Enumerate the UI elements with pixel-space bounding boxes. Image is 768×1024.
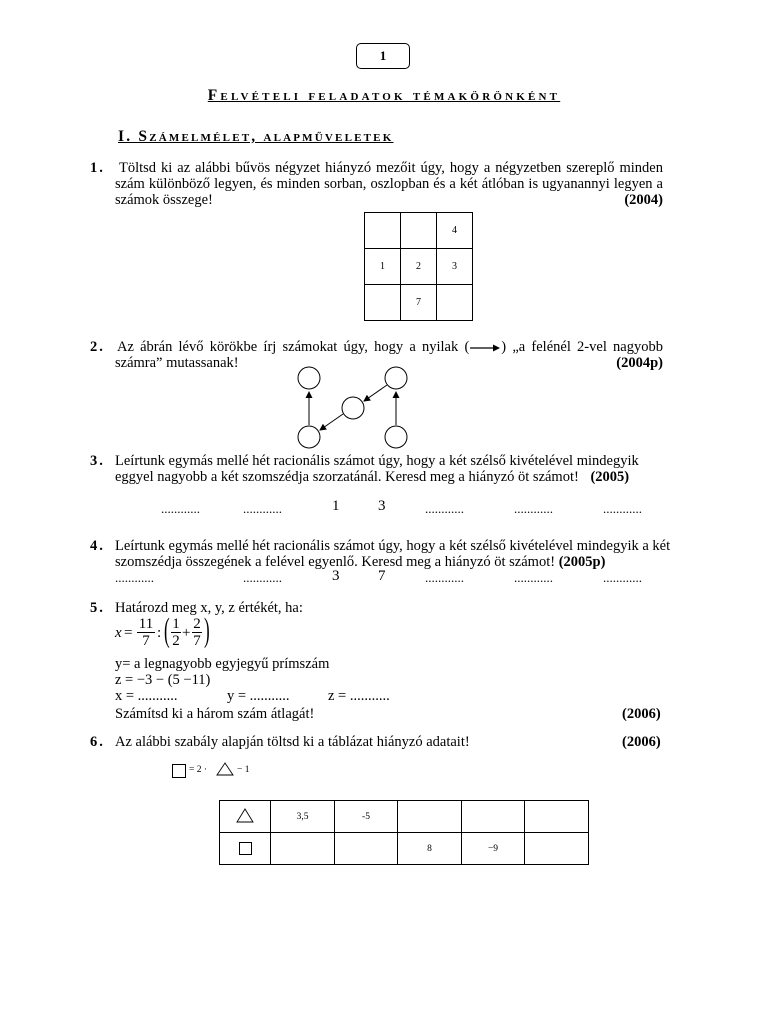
row-item[interactable]: ............ (115, 570, 154, 585)
task-text-part2: ) „a felénél 2-vel nagyobb számra” mutassanak! (115, 339, 663, 371)
row-item[interactable]: ............ (243, 570, 282, 585)
magic-cell: 4 (437, 213, 473, 249)
row-item[interactable]: ............ (514, 501, 553, 516)
task-number: 3. (90, 453, 105, 469)
row-header-square (220, 833, 271, 865)
task-final-question: Számítsd ki a három szám átlagát! (115, 706, 315, 722)
fraction-denominator: 2 (172, 633, 180, 649)
page-number: 1 (356, 43, 410, 69)
triangle-icon (216, 762, 234, 776)
z-definition: z = −3 − (5 −11) (115, 672, 211, 688)
magic-cell: 2 (401, 249, 437, 285)
formula-x (115, 612, 315, 652)
task-text: Leírtunk egymás mellé hét racionális számot úgy, hogy a két szélső kivételével mindegyik a két szomszédja összegének a felével egyenlő. Keresd meg a hiányzó öt számot! (115, 538, 671, 570)
task-5 (90, 600, 670, 724)
table-cell[interactable] (335, 833, 398, 865)
fraction-numerator: 11 (138, 616, 154, 632)
task-intro: Határozd meg x, y, z értékét, ha: (115, 600, 303, 616)
table-cell[interactable] (525, 833, 589, 865)
row-item[interactable]: ............ (425, 501, 464, 516)
magic-cell: 1 (365, 249, 401, 285)
task-number: 1. (90, 160, 105, 176)
row-item[interactable]: ............ (603, 570, 642, 585)
table-cell[interactable] (525, 801, 589, 833)
task-text: Leírtunk egymás mellé hét racionális számot úgy, hogy a két szélső kivételével mindegyik eggyel nagyobb a két szomszédja szorzatánál. Keresd meg a hiányzó öt számot! (115, 453, 639, 485)
task-year: (2004p) (616, 355, 663, 371)
table-cell[interactable] (271, 833, 335, 865)
triangle-icon (236, 808, 254, 823)
fraction-denominator: 7 (193, 633, 201, 649)
magic-cell[interactable] (401, 213, 437, 249)
table-row (220, 833, 589, 865)
x-answer-blank[interactable]: x = ........... (115, 688, 178, 704)
z-answer-blank[interactable]: z = ........... (328, 688, 390, 704)
number-row (0, 570, 768, 588)
task-text: Töltsd ki az alábbi bűvös négyzet hiányzó mezőit úgy, hogy a négyzetben szereplő minden szám különböző legyen, és minden sorban, oszlopban és a két átlóban is ugyanannyi legyen a számok összege! (115, 160, 663, 208)
row-item: 3 (332, 568, 340, 584)
table-row (220, 801, 589, 833)
table-cell: −9 (462, 833, 525, 865)
row-item[interactable]: ............ (425, 570, 464, 585)
table-cell: -5 (335, 801, 398, 833)
formula-equals: = (124, 625, 133, 641)
square-icon (239, 842, 252, 855)
row-header-triangle (220, 801, 271, 833)
formula-plus: + (182, 625, 191, 641)
formula-colon: : (157, 625, 162, 641)
table-cell[interactable] (398, 801, 462, 833)
square-icon (172, 764, 186, 778)
circle-node[interactable] (385, 367, 407, 389)
number-row (0, 498, 768, 519)
task-number: 2. (90, 339, 105, 355)
table-cell: 3,5 (271, 801, 335, 833)
magic-square (364, 212, 473, 321)
task-number: 4. (90, 538, 105, 554)
row-item: 7 (378, 568, 386, 584)
task-year: (2005) (590, 469, 630, 485)
circle-node[interactable] (298, 426, 320, 448)
circle-node[interactable] (298, 367, 320, 389)
task-number: 5. (90, 600, 105, 616)
y-answer-blank[interactable]: y = ........... (227, 688, 290, 704)
circles-arrow-diagram (292, 364, 422, 454)
page-title: Felvételi feladatok témakörönként (207, 87, 561, 104)
task-year: (2004) (624, 192, 663, 208)
row-item: 3 (378, 498, 386, 514)
task-6 (90, 734, 670, 752)
rule-part1: = 2 · (189, 765, 208, 775)
y-definition: y= a legnagyobb egyjegyű prímszám (115, 656, 330, 672)
paren-right: ) (204, 612, 210, 649)
task-year: (2005p) (558, 554, 606, 570)
fraction-numerator: 2 (193, 616, 201, 632)
row-item[interactable]: ............ (243, 501, 282, 516)
magic-cell: 7 (401, 285, 437, 321)
row-item[interactable]: ............ (603, 501, 642, 516)
row-item[interactable]: ............ (514, 570, 553, 585)
paren-left: ( (164, 612, 170, 649)
circle-node[interactable] (342, 397, 364, 419)
row-item[interactable]: ............ (161, 501, 200, 516)
task-year: (2006) (622, 734, 661, 750)
magic-cell: 3 (437, 249, 473, 285)
task-text-part1: Az ábrán lévő körökbe írj számokat úgy, hogy a nyilak ( (117, 339, 470, 355)
fraction-numerator: 1 (172, 616, 180, 632)
rule-formula (172, 762, 292, 778)
section-heading: I. Számelmélet, alapműveletek (118, 128, 394, 145)
fraction-denominator: 7 (142, 633, 150, 649)
magic-cell[interactable] (365, 213, 401, 249)
circle-node[interactable] (385, 426, 407, 448)
magic-cell[interactable] (365, 285, 401, 321)
diagram-arrow (364, 385, 387, 401)
task-text: Az alábbi szabály alapján töltsd ki a táblázat hiányzó adatait! (115, 734, 470, 750)
magic-cell[interactable] (437, 285, 473, 321)
table-cell[interactable] (462, 801, 525, 833)
arrow-right-icon (469, 343, 501, 353)
rule-table (219, 800, 589, 865)
task-number: 6. (90, 734, 105, 750)
table-cell: 8 (398, 833, 462, 865)
rule-part2: − 1 (237, 765, 250, 775)
row-item: 1 (332, 498, 340, 514)
diagram-arrow (320, 414, 343, 430)
task-year: (2006) (622, 706, 661, 722)
formula-var: x (115, 625, 122, 641)
